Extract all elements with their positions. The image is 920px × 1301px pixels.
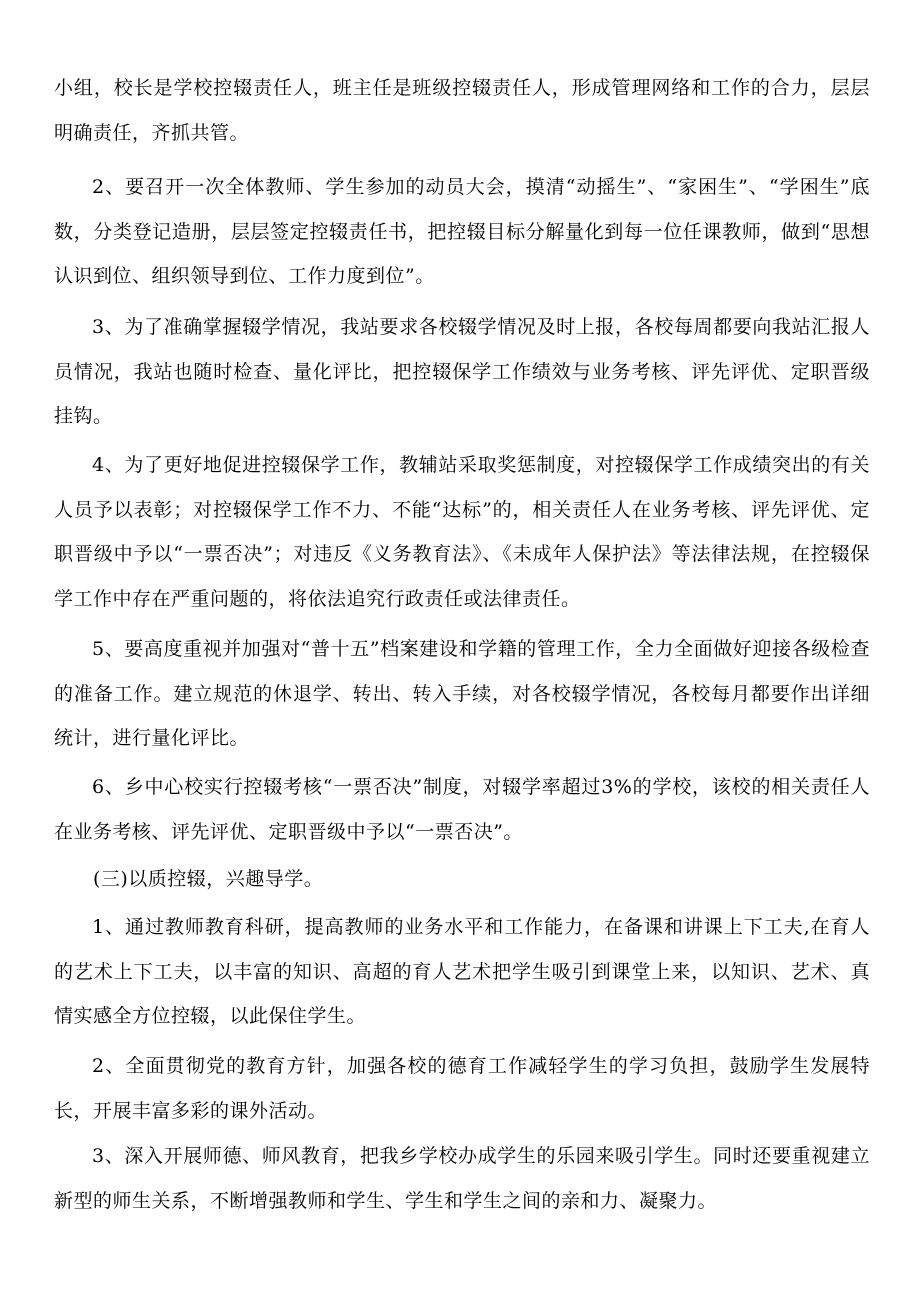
paragraph-section3-item-1: 1、通过教师教育科研，提高教师的业务水平和工作能力，在备课和讲课上下工夫,在育人的艺术上下工夫，以丰富的知识、高超的育人艺术把学生吸引到课堂上来，以知识、艺术、真情实感全方位控辍，以此保住学生。: [54, 916, 870, 1028]
paragraph-item-6: 6、乡中心校实行控辍考核“一票否决”制度，对辍学率超过3%的学校，该校的相关责任人在业务考核、评先评优、定职晋级中予以“一票否决”。: [54, 776, 870, 843]
paragraph-section3-item-3: 3、深入开展师德、师风教育，把我乡学校办成学生的乐园来吸引学生。同时还要重视建立新型的师生关系，不断增强教师和学生、学生和学生之间的亲和力、凝聚力。: [54, 1145, 870, 1212]
section-heading-3: (三)以质控辍，兴趣导学。: [92, 868, 324, 890]
paragraph-section3-item-2: 2、全面贯彻党的教育方针，加强各校的德育工作减轻学生的学习负担，鼓励学生发展特长，开展丰富多彩的课外活动。: [54, 1055, 870, 1122]
paragraph-item-3: 3、为了准确掌握辍学情况，我站要求各校辍学情况及时上报，各校每周都要向我站汇报人员情况，我站也随时检查、量化评比，把控辍保学工作绩效与业务考核、评先评优、定职晋级挂钩。: [54, 316, 870, 428]
paragraph-item-2: 2、要召开一次全体教师、学生参加的动员大会，摸清“动摇生”、“家困生”、“学困生”底数，分类登记造册，层层签定控辍责任书，把控辍目标分解量化到每一位任课教师，做到“思想认识到位、组织领导到位、工作力度到位”。: [54, 176, 870, 288]
paragraph-continuation: 小组，校长是学校控辍责任人，班主任是班级控辍责任人，形成管理网络和工作的合力，层层明确责任，齐抓共管。: [54, 77, 870, 144]
paragraph-item-5: 5、要高度重视并加强对“普十五”档案建设和学籍的管理工作，全力全面做好迎接各级检查的准备工作。建立规范的休退学、转出、转入手续，对各校辍学情况，各校每月都要作出详细统计，进行量化评比。: [54, 638, 870, 750]
paragraph-item-4: 4、为了更好地促进控辍保学工作，教辅站采取奖惩制度，对控辍保学工作成绩突出的有关人员予以表彰；对控辍保学工作不力、不能“达标”的，相关责任人在业务考核、评先评优、定职晋级中予以“一票否决”；对违反《义务教育法》、《未成年人保护法》等法律法规，在控辍保学工作中存在严重问题的，将依法追究行政责任或法律责任。: [54, 454, 870, 611]
